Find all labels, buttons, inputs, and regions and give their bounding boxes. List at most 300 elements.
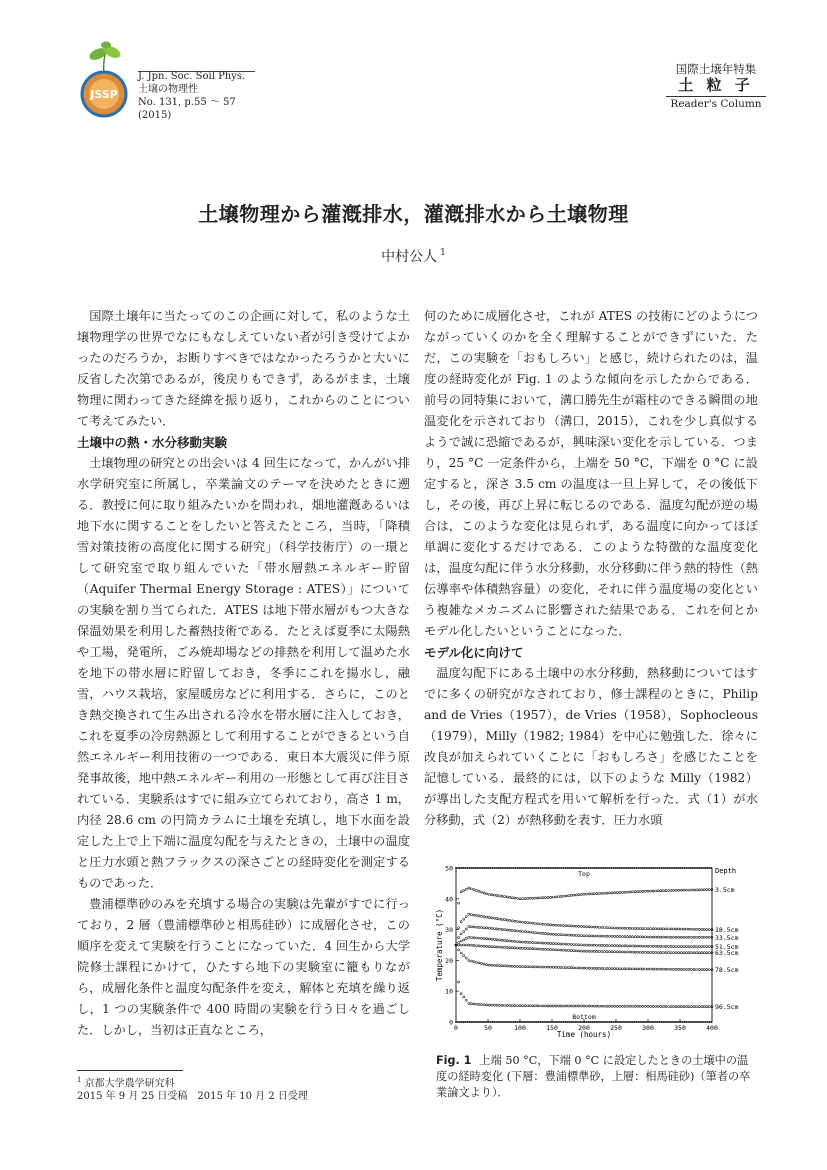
data-point (588, 944, 590, 946)
data-point (644, 928, 646, 930)
data-point (639, 968, 641, 970)
data-point (470, 926, 472, 928)
data-point (542, 932, 544, 934)
data-point (460, 921, 462, 923)
data-point (542, 942, 544, 944)
data-point (499, 946, 501, 948)
data-point (486, 893, 488, 895)
data-point (603, 1005, 605, 1007)
data-point (696, 928, 698, 930)
data-point (563, 949, 565, 951)
data-point (529, 931, 531, 933)
data-point (698, 969, 700, 971)
data-point (545, 923, 547, 925)
data-point (619, 935, 621, 937)
data-point (629, 936, 631, 938)
data-point (537, 948, 539, 950)
data-point (575, 934, 577, 936)
data-point (662, 968, 664, 970)
data-point (509, 940, 511, 942)
x-tick-label: 400 (706, 1024, 718, 1032)
data-point (527, 922, 529, 924)
data-point (458, 942, 460, 944)
data-point (470, 1003, 472, 1005)
data-point (488, 964, 490, 966)
data-point (698, 946, 700, 948)
data-point (483, 927, 485, 929)
data-point (662, 890, 664, 892)
data-point (673, 936, 675, 938)
data-point (660, 945, 662, 947)
data-point (688, 889, 690, 891)
data-point (639, 936, 641, 938)
data-point (688, 928, 690, 930)
data-point (665, 928, 667, 930)
data-point (629, 891, 631, 893)
data-point (580, 944, 582, 946)
logo-text: JSSP (90, 88, 118, 101)
x-tick-label: 300 (642, 1024, 654, 1032)
data-point (463, 889, 465, 891)
data-point (563, 943, 565, 945)
data-point (667, 968, 669, 970)
data-point (575, 950, 577, 952)
data-point (460, 891, 462, 893)
data-point (573, 934, 575, 936)
y-tick-label: 50 (445, 864, 453, 873)
series-label: Top (578, 870, 590, 878)
data-point (696, 968, 698, 970)
data-point (644, 945, 646, 947)
data-point (491, 917, 493, 919)
data-point (675, 928, 677, 930)
data-point (619, 945, 621, 947)
data-point (652, 1005, 654, 1007)
data-point (639, 951, 641, 953)
data-point (675, 1006, 677, 1008)
data-point (675, 946, 677, 948)
data-point (680, 1006, 682, 1008)
data-point (627, 891, 629, 893)
data-point (619, 968, 621, 970)
data-point (678, 952, 680, 954)
data-point (493, 928, 495, 930)
data-point (550, 966, 552, 968)
data-point (522, 930, 524, 932)
data-point (706, 952, 708, 954)
data-point (501, 939, 503, 941)
data-point (629, 968, 631, 970)
data-point (470, 914, 472, 916)
data-point (603, 927, 605, 929)
data-point (506, 929, 508, 931)
data-point (639, 890, 641, 892)
x-tick-label: 150 (546, 1024, 558, 1032)
data-point (547, 1005, 549, 1007)
data-point (591, 935, 593, 937)
data-point (557, 896, 559, 898)
data-point (486, 964, 488, 966)
data-point (488, 927, 490, 929)
data-point (478, 890, 480, 892)
data-point (565, 967, 567, 969)
data-point (655, 945, 657, 947)
data-point (460, 944, 462, 946)
data-point (488, 916, 490, 918)
data-point (534, 966, 536, 968)
paragraph-experiment: 土壌物理の研究との出会いは 4 回生になって，かんがい排水学研究室に所属し，卒業論文のテーマを決めたときに遡る．教授に何に取り組みたいかを問われ，畑地灌漑あるいは地下水に関することをしたいと答えたところ，当時，「降積雪対策技術の高度化に関する研究」（科学技術庁）の一環として研究室で取り組んでいた「帯水層熱エネルギー貯留（Aquifer Thermal Energy Storage : ATES）」についての実験を割り当てられた．ATES は地下帯水層がもつ大きな保温効果を利用した蓄熱技術である．たとえば夏季に太陽熱や工場，発電所，ごみ焼却場などの排熱を利用して温めた水を地下の帯水層に貯留しておき，冬季にこれを揚水し，融雪，ハウス栽培，家屋暖房などに利用する．さらに，このとき熱交換されて生み出される冷水を帯水層に注入しておき，これを夏季の冷房熱源として利用することができるという自然エネルギー利用技術の一つである．東日本大震災に伴う原発事故後，地中熱エネルギー利用の一形態として再び注目されている．実験系はすでに組み立てられており，高さ 1 m，内径 28.6 cm の円筒カラムに土壌を充填し，地下水面を設定した上で上下端に温度勾配を与えたときの，土壌中の温度と圧力水頭と熱フラックスの深さごとの経時変化を測定するものであった． (77, 456, 410, 890)
data-point (522, 898, 524, 900)
data-point (696, 936, 698, 938)
data-point (570, 1005, 572, 1007)
data-point (621, 1005, 623, 1007)
data-point (673, 889, 675, 891)
data-point (552, 943, 554, 945)
data-point (683, 889, 685, 891)
data-point (516, 941, 518, 943)
data-point (598, 1005, 600, 1007)
data-point (693, 952, 695, 954)
data-point (465, 928, 467, 930)
data-point (629, 945, 631, 947)
data-point (463, 996, 465, 998)
data-point (506, 946, 508, 948)
data-point (606, 1005, 608, 1007)
data-point (698, 952, 700, 954)
data-point (614, 892, 616, 894)
data-point (596, 944, 598, 946)
data-point (552, 1005, 554, 1007)
data-point (496, 946, 498, 948)
data-point (516, 897, 518, 899)
data-point (539, 897, 541, 899)
data-point (642, 890, 644, 892)
data-point (639, 928, 641, 930)
data-point (588, 935, 590, 937)
series-label: 33.5cm (715, 933, 739, 942)
data-point (637, 945, 639, 947)
data-point (537, 966, 539, 968)
data-point (493, 964, 495, 966)
data-point (621, 945, 623, 947)
left-column (77, 306, 410, 1041)
data-point (545, 897, 547, 899)
data-point (683, 936, 685, 938)
data-point (598, 926, 600, 928)
data-point (632, 945, 634, 947)
data-point (603, 892, 605, 894)
data-point (545, 942, 547, 944)
data-point (568, 895, 570, 897)
data-point (596, 950, 598, 952)
data-point (606, 968, 608, 970)
data-point (616, 935, 618, 937)
author-line (0, 246, 827, 266)
data-point (591, 944, 593, 946)
data-point (514, 930, 516, 932)
data-point (499, 918, 501, 920)
data-point (598, 950, 600, 952)
data-point (580, 950, 582, 952)
data-point (539, 966, 541, 968)
data-point (532, 948, 534, 950)
data-point (667, 952, 669, 954)
data-point (578, 925, 580, 927)
data-point (478, 915, 480, 917)
data-point (511, 1005, 513, 1007)
y-tick-label: 10 (445, 987, 453, 996)
data-point (614, 1005, 616, 1007)
data-point (557, 943, 559, 945)
data-point (516, 1005, 518, 1007)
data-point (488, 946, 490, 948)
data-point (529, 897, 531, 899)
data-point (708, 952, 710, 954)
data-point (542, 966, 544, 968)
data-point (478, 926, 480, 928)
data-point (532, 1005, 534, 1007)
data-point (532, 922, 534, 924)
data-point (478, 937, 480, 939)
data-point (691, 936, 693, 938)
data-point (539, 932, 541, 934)
data-point (578, 967, 580, 969)
data-point (611, 935, 613, 937)
data-point (616, 892, 618, 894)
data-point (483, 892, 485, 894)
data-point (627, 927, 629, 929)
series-label: 96.5cm (715, 1003, 739, 1012)
data-point (591, 950, 593, 952)
data-point (537, 942, 539, 944)
data-point (534, 942, 536, 944)
data-point (478, 945, 480, 947)
journal-name: J. Jpn. Soc. Soil Phys. (138, 71, 246, 82)
data-point (460, 952, 462, 954)
data-point (708, 1006, 710, 1008)
data-point (667, 1005, 669, 1007)
data-point (621, 935, 623, 937)
data-point (703, 946, 705, 948)
section-heading-modeling: モデル化に向けて (424, 645, 524, 660)
data-point (688, 1006, 690, 1008)
data-point (481, 1004, 483, 1006)
data-point (655, 1005, 657, 1007)
data-point (650, 890, 652, 892)
data-point (529, 922, 531, 924)
data-point (606, 935, 608, 937)
data-point (493, 917, 495, 919)
data-point (473, 914, 475, 916)
data-point (573, 967, 575, 969)
data-point (662, 928, 664, 930)
data-point (565, 895, 567, 897)
data-point (701, 936, 703, 938)
data-point (634, 1005, 636, 1007)
data-point (563, 925, 565, 927)
data-point (522, 966, 524, 968)
data-point (611, 968, 613, 970)
data-point (642, 945, 644, 947)
data-point (609, 892, 611, 894)
data-point (688, 968, 690, 970)
data-point (703, 936, 705, 938)
data-point (493, 938, 495, 940)
data-point (465, 888, 467, 890)
data-point (698, 1006, 700, 1008)
data-point (632, 936, 634, 938)
data-point (706, 929, 708, 931)
data-point (514, 1005, 516, 1007)
data-point (568, 943, 570, 945)
data-point (506, 965, 508, 967)
data-point (491, 1004, 493, 1006)
data-point (499, 895, 501, 897)
data-point (547, 966, 549, 968)
column-label (660, 62, 772, 111)
data-point (568, 949, 570, 951)
data-point (657, 968, 659, 970)
data-point (609, 944, 611, 946)
data-point (642, 968, 644, 970)
data-point (522, 947, 524, 949)
data-point (481, 915, 483, 917)
data-point (478, 1003, 480, 1005)
data-point (486, 938, 488, 940)
data-point (491, 894, 493, 896)
data-point (691, 928, 693, 930)
data-point (593, 893, 595, 895)
data-point (621, 927, 623, 929)
data-point (655, 936, 657, 938)
data-point (657, 945, 659, 947)
data-point (650, 968, 652, 970)
data-point (678, 946, 680, 948)
data-point (483, 945, 485, 947)
data-point (708, 936, 710, 938)
data-point (586, 935, 588, 937)
x-tick-label: 0 (454, 1024, 458, 1032)
data-point (537, 932, 539, 934)
data-point (632, 891, 634, 893)
data-point (693, 936, 695, 938)
data-point (662, 952, 664, 954)
data-point (537, 1005, 539, 1007)
data-point (501, 1004, 503, 1006)
data-point (662, 1005, 664, 1007)
data-point (496, 939, 498, 941)
data-point (463, 954, 465, 956)
data-point (475, 914, 477, 916)
column-name: 土 粒 子 (678, 76, 754, 94)
data-point (616, 968, 618, 970)
data-point (560, 943, 562, 945)
data-point (557, 1005, 559, 1007)
journal-name-ja: 土壌の物理性 (138, 84, 198, 95)
data-point (565, 949, 567, 951)
data-point (550, 942, 552, 944)
data-point (460, 933, 462, 935)
data-point (598, 944, 600, 946)
data-point (603, 944, 605, 946)
data-point (611, 927, 613, 929)
data-point (642, 1005, 644, 1007)
data-point (601, 935, 603, 937)
data-point (627, 951, 629, 953)
data-point (650, 928, 652, 930)
data-point (550, 1005, 552, 1007)
data-point (527, 966, 529, 968)
data-point (509, 919, 511, 921)
data-point (458, 927, 460, 929)
data-point (670, 889, 672, 891)
data-point (542, 897, 544, 899)
data-point (655, 890, 657, 892)
data-point (706, 1006, 708, 1008)
data-point (708, 946, 710, 948)
data-point (650, 1005, 652, 1007)
data-point (573, 925, 575, 927)
data-point (652, 951, 654, 953)
data-point (624, 951, 626, 953)
data-point (596, 1005, 598, 1007)
data-point (680, 952, 682, 954)
data-point (534, 1005, 536, 1007)
data-point (688, 952, 690, 954)
paragraph-intro: 国際土壌年に当たってのこの企画に対して，私のような土壌物理学の世界でなにもなしえていない者が引き受けてよかったのだろうか，お断りすべきではなかったろうかと大いに反省した次第であるが，後戻りもできず，あるがまま，土壌物理に関わってきた経緯を振り返り，これからのことについて考えてみたい． (77, 309, 410, 428)
data-point (522, 921, 524, 923)
data-point (578, 894, 580, 896)
data-point (575, 1005, 577, 1007)
data-point (465, 999, 467, 1001)
data-point (708, 969, 710, 971)
data-point (652, 945, 654, 947)
data-point (616, 927, 618, 929)
data-point (588, 926, 590, 928)
data-point (678, 968, 680, 970)
data-point (629, 951, 631, 953)
data-point (701, 952, 703, 954)
data-point (706, 946, 708, 948)
data-point (680, 968, 682, 970)
data-point (706, 969, 708, 971)
data-point (501, 895, 503, 897)
data-point (475, 926, 477, 928)
data-point (578, 944, 580, 946)
data-point (685, 889, 687, 891)
data-point (563, 934, 565, 936)
data-point (616, 945, 618, 947)
data-point (496, 964, 498, 966)
x-axis-label: Time (hours) (556, 1030, 612, 1039)
figure-caption (436, 1053, 752, 1101)
data-point (665, 1005, 667, 1007)
data-point (499, 965, 501, 967)
y-tick-label: 0 (449, 1018, 453, 1027)
series-label: 63.5cm (715, 949, 739, 958)
data-point (511, 965, 513, 967)
y-axis-label: Temperature (°C) (435, 908, 444, 982)
data-point (473, 889, 475, 891)
series-label: 78.5cm (715, 966, 739, 975)
data-point (524, 941, 526, 943)
data-point (568, 967, 570, 969)
data-point (685, 952, 687, 954)
data-point (555, 966, 557, 968)
data-point (555, 896, 557, 898)
data-point (511, 920, 513, 922)
data-point (632, 951, 634, 953)
